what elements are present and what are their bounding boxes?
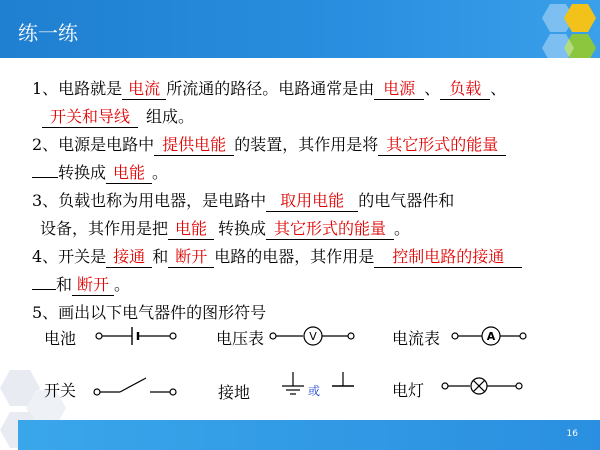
text: 的电气器件和 [358, 191, 455, 210]
answer-blank: 电流 [122, 79, 166, 100]
text: 电路的电器，其作用是 [214, 247, 375, 266]
text: 设备，其作用是把 [40, 219, 169, 238]
question-2-line-1 [32, 132, 506, 158]
text: 转换成 [218, 219, 267, 238]
question-4-line-1 [32, 244, 522, 270]
answer-blank: 取用电能 [266, 191, 358, 212]
answer-blank: 电能 [168, 219, 214, 240]
lamp-symbol-icon [440, 372, 530, 400]
question-4-line-2 [32, 272, 130, 298]
answer-blank: 其它形式的能量 [266, 219, 394, 240]
text: 所流通的路径。电路通常是由 [166, 79, 375, 98]
answer-blank: 开关和导线 [42, 107, 138, 128]
text: 4、开关是 [32, 247, 107, 266]
text: 。 [152, 163, 169, 182]
text: 5、画出以下电气器件的图形符号 [32, 303, 267, 322]
answer-blank: 接通 [106, 247, 152, 268]
question-1-line-1 [32, 76, 506, 102]
text: 和 [56, 275, 73, 294]
ammeter-symbol-icon [450, 322, 530, 350]
text: 。 [394, 219, 411, 238]
text: 1、电路就是 [32, 79, 123, 98]
text: 转换成 [58, 163, 107, 182]
question-3-line-2 [40, 216, 410, 242]
ground-symbol-icon [278, 370, 308, 400]
hexagon-decoration-icon [490, 0, 600, 58]
symbol-label-voltmeter: 电压表 [216, 329, 265, 348]
blank-underline [32, 177, 58, 178]
text: 2、电源是电路中 [32, 135, 155, 154]
text: 和 [152, 247, 169, 266]
page-title: 练一练 [18, 21, 78, 45]
voltmeter-letter: V [309, 330, 317, 343]
switch-symbol-icon [92, 372, 182, 400]
text: 、 [490, 79, 507, 98]
page-number: 16 [566, 429, 578, 439]
answer-blank: 断开 [168, 247, 214, 268]
voltmeter-symbol-icon [268, 322, 358, 350]
symbol-label-switch: 开关 [44, 381, 77, 400]
question-3-line-1 [32, 188, 454, 214]
answer-blank: 断开 [72, 275, 114, 296]
answer-blank: 电能 [106, 163, 152, 184]
answer-blank: 负载 [440, 79, 490, 100]
header-bar [0, 0, 600, 58]
ground-alt-symbol-icon [328, 370, 358, 400]
or-label: 或 [308, 384, 321, 398]
symbol-label-ground: 接地 [218, 383, 251, 402]
answer-blank: 其它形式的能量 [378, 135, 506, 156]
answer-blank: 提供电能 [154, 135, 234, 156]
symbol-label-ammeter: 电流表 [392, 329, 441, 348]
text: 。 [114, 275, 131, 294]
question-5-line [32, 300, 266, 326]
text: 3、负载也称为用电器，是电路中 [32, 191, 267, 210]
footer-bar [18, 420, 600, 450]
symbol-label-battery: 电池 [44, 329, 77, 348]
answer-blank: 电源 [374, 79, 424, 100]
question-2-line-2 [32, 160, 168, 186]
blank-underline [32, 289, 56, 290]
question-1-line-2 [42, 104, 194, 130]
ammeter-letter: A [486, 330, 496, 343]
battery-symbol-icon [94, 324, 184, 348]
text: 的装置，其作用是将 [234, 135, 379, 154]
symbol-label-lamp: 电灯 [392, 381, 425, 400]
text: 、 [424, 79, 441, 98]
answer-blank: 控制电路的接通 [374, 247, 522, 268]
text: 组成。 [146, 107, 195, 126]
